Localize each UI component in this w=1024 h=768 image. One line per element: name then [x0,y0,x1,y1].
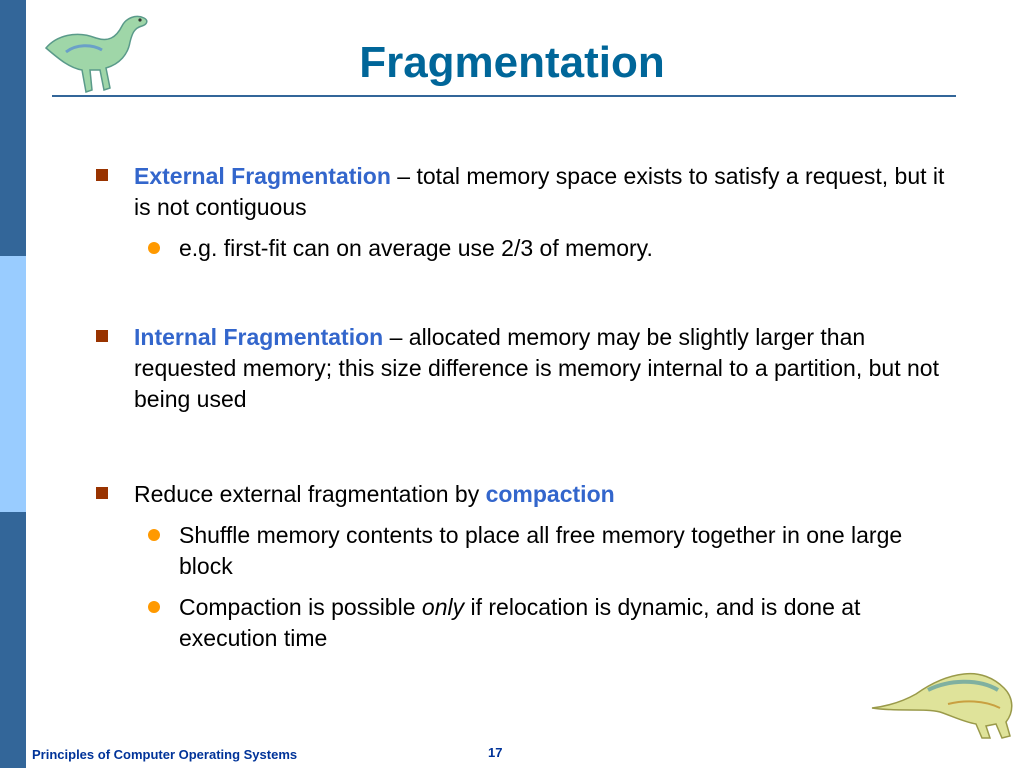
square-bullet-icon [96,169,108,181]
term-compaction: compaction [485,481,615,507]
emphasis-only: only [421,594,465,620]
term-internal-fragmentation: Internal Fragmentation [134,324,384,350]
term-external-fragmentation: External Fragmentation [134,163,391,189]
slide-title: Fragmentation [359,38,665,87]
round-bullet-icon [148,601,160,613]
round-bullet-icon [148,529,160,541]
subbullet-text: Shuffle memory contents to place all free memory together in one large block [179,522,903,579]
subbullet-text: Compaction is possible [179,594,422,620]
bullet-compaction [96,479,966,510]
bullet-text: – total memory space exists to satisfy a request, but it is not contiguous [134,163,945,220]
subbullet-compaction-possible [148,592,948,654]
bullet-internal-fragmentation [96,322,966,415]
round-bullet-icon [148,242,160,254]
bullet-external-fragmentation [96,161,966,223]
square-bullet-icon [96,330,108,342]
bullet-text: – allocated memory may be slightly larger than requested memory; this size difference is memory internal to a partition, but not being used [134,324,939,412]
square-bullet-icon [96,487,108,499]
subbullet-first-fit [148,233,948,264]
subbullet-text: e.g. first-fit can on average use 2/3 of memory. [179,235,653,261]
footer-page-number: 17 [488,745,503,760]
subbullet-text: if relocation is dynamic, and is done at execution time [179,594,861,651]
footer-course-title: Principles of Computer Operating Systems [32,747,298,762]
bullet-text: Reduce external fragmentation by [134,481,486,507]
subbullet-shuffle [148,520,948,582]
